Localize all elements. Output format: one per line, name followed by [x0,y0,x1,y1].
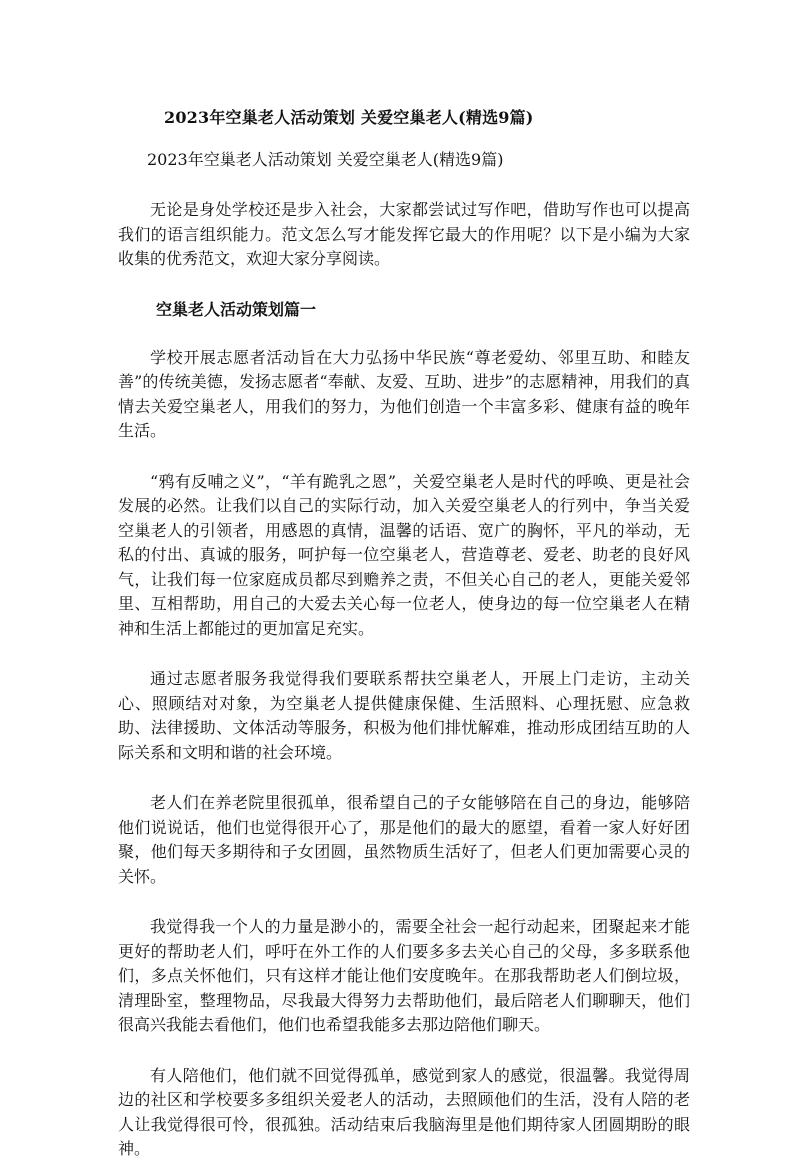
body-paragraph: “鸦有反哺之义”，“羊有跪乳之恩”，关爱空巢老人是时代的呼唤、更是社会发展的必然。让我们以自己的实际行动，加入关爱空巢老人的行列中，争当关爱空巢老人的引领者，用感恩的真情，温馨的话语、宽广的胸怀，平凡的举动，无私的付出、真诚的服务，呵护每一位空巢老人，营造尊老、爱老、助老的良好风气，让我们每一位家庭成员都尽到赡养之责，不但关心自己的老人，更能关爱邻里、互相帮助，用自己的大爱去关心每一位老人，使身边的每一位空巢老人在精神和生活上都能过的更加富足充实。 [118,471,690,638]
body-paragraph: 我觉得我一个人的力量是渺小的，需要全社会一起行动起来，团聚起来才能更好的帮助老人们，呼吁在外工作的人们要多多去关心自己的父母，多多联系他们，多点关怀他们，只有这样才能让他们安度晚年。在那我帮助老人们倒垃圾，清理卧室，整理物品，尽我最大得努力去帮助他们，最后陪老人们聊聊天，他们很高兴我能去看他们，他们也希望我能多去那边陪他们聊天。 [118,917,690,1034]
body-paragraph: 通过志愿者服务我觉得我们要联系帮扶空巢老人，开展上门走访，主动关心、照顾结对对象，为空巢老人提供健康保健、生活照料、心理抚慰、应急救助、法律援助、文体活动等服务，积极为他们排忧解难，推动形成团结互助的人际关系和文明和谐的社会环境。 [118,669,690,762]
body-paragraph: 有人陪他们，他们就不回觉得孤单，感觉到家人的感觉，很温馨。我觉得周边的社区和学校要多多组织关爱老人的活动，去照顾他们的生活，没有人陪的老人让我觉得很可怜，很孤独。活动结束后我脑海里是他们期待家人团圆期盼的眼神。 [118,1065,690,1158]
document-title: 2023年空巢老人活动策划 关爱空巢老人(精选9篇) [164,108,534,127]
body-paragraph: 老人们在养老院里很孤单，很希望自己的子女能够陪在自己的身边，能够陪他们说说话，他们也觉得很开心了，那是他们的最大的愿望，看着一家人好好团聚，他们每天多期待和子女团圆，虽然物质生活好了，但老人们更加需要心灵的关怀。 [118,793,690,886]
document-subtitle: 2023年空巢老人活动策划 关爱空巢老人(精选9篇) [147,150,504,169]
body-paragraph: 学校开展志愿者活动旨在大力弘扬中华民族“尊老爱幼、邻里互助、和睦友善”的传统美德，发扬志愿者“奉献、友爱、互助、进步”的志愿精神，用我们的真情去关爱空巢老人，用我们的努力，为他们创造一个丰富多彩、健康有益的晚年生活。 [118,347,690,440]
document-page [118,106,690,1162]
section-heading: 空巢老人活动策划篇一 [156,299,317,319]
intro-paragraph: 无论是身处学校还是步入社会，大家都尝试过写作吧，借助写作也可以提高我们的语言组织能力。范文怎么写才能发挥它最大的作用呢？以下是小编为大家收集的优秀范文，欢迎大家分享阅读。 [118,200,690,268]
